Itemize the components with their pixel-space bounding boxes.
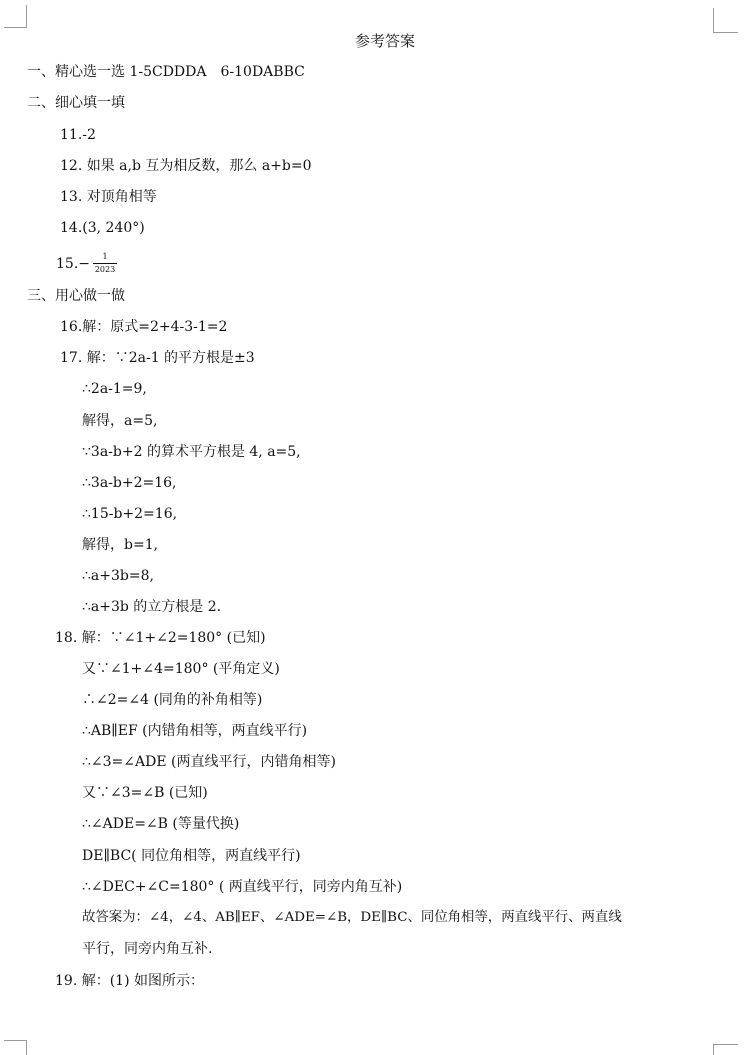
- answer-18-line-4: ∴∠3=∠ADE (两直线平行，内错角相等): [82, 754, 336, 770]
- answer-17-line-3: ∵3a-b+2 的算术平方根是 4, a=5,: [82, 444, 301, 460]
- section1-label: 一、精心选一选: [27, 64, 125, 80]
- answer-14: 14.(3, 240°): [60, 220, 145, 236]
- answer-18-line-0: 18. 解：∵∠1+∠2=180° (已知): [55, 630, 266, 646]
- answer-18-line-8: ∴∠DEC+∠C=180° ( 两直线平行，同旁内角互补): [82, 879, 403, 895]
- answer-18-line-7: DE∥BC( 同位角相等，两直线平行): [82, 848, 301, 864]
- answer-18-line-6: ∴∠ADE=∠B (等量代换): [82, 816, 240, 832]
- fraction-denominator: 2023: [94, 265, 116, 274]
- answer-13: 13. 对顶角相等: [60, 189, 157, 205]
- answer-17-line-6: 解得，b=1,: [82, 537, 159, 553]
- answer-18-line-2: ∴∠2=∠4 (同角的补角相等): [82, 692, 263, 708]
- corner-mark-bottom-left: [4, 1040, 27, 1055]
- answer-18-line-10: 平行，同旁内角互补.: [82, 941, 213, 957]
- answer-18-line-1: 又∵∠1+∠4=180° (平角定义): [82, 661, 280, 677]
- answer-16: 16.解：原式=2+4-3-1=2: [60, 319, 228, 335]
- answer-11: 11.-2: [60, 127, 96, 143]
- answer-17-line-4: ∴3a-b+2=16,: [82, 475, 177, 491]
- answer-18-line-5: 又∵∠3=∠B (已知): [82, 785, 208, 801]
- corner-mark-top-left: [4, 5, 27, 28]
- answer-17-line-0: 17. 解：∵2a-1 的平方根是±3: [60, 350, 255, 366]
- section2-label: 二、细心填一填: [27, 95, 125, 111]
- answer-17-line-8: ∴a+3b 的立方根是 2.: [82, 599, 222, 615]
- corner-mark-bottom-right: [713, 1044, 738, 1055]
- page-title: 参考答案: [354, 32, 415, 50]
- answer-17-line-7: ∴a+3b=8,: [82, 568, 154, 584]
- answer-12: 12. 如果 a,b 互为相反数，那么 a+b=0: [60, 158, 312, 174]
- answer-19: 19. 解：(1) 如图所示：: [55, 973, 204, 989]
- answer-18-line-3: ∴AB∥EF (内错角相等，两直线平行): [82, 723, 308, 739]
- section1-line: [27, 63, 305, 81]
- answer-17-line-2: 解得，a=5,: [82, 413, 158, 429]
- fraction-bar: [93, 263, 117, 264]
- answer-17-line-5: ∴15-b+2=16,: [82, 506, 178, 522]
- answer-15-fraction: [93, 252, 117, 274]
- answer-18-line-9: 故答案为：∠4，∠4、AB∥EF、∠ADE=∠B，DE∥BC、同位角相等，两直线平行、两直线: [82, 910, 622, 925]
- section3-label: 三、用心做一做: [27, 288, 125, 304]
- answer-17-line-1: ∴2a-1=9,: [82, 381, 147, 397]
- answer-15-prefix: 15.−: [56, 256, 90, 272]
- section1-answers: 1-5CDDDA 6-10DABBC: [129, 64, 305, 80]
- fraction-numerator: 1: [102, 252, 108, 261]
